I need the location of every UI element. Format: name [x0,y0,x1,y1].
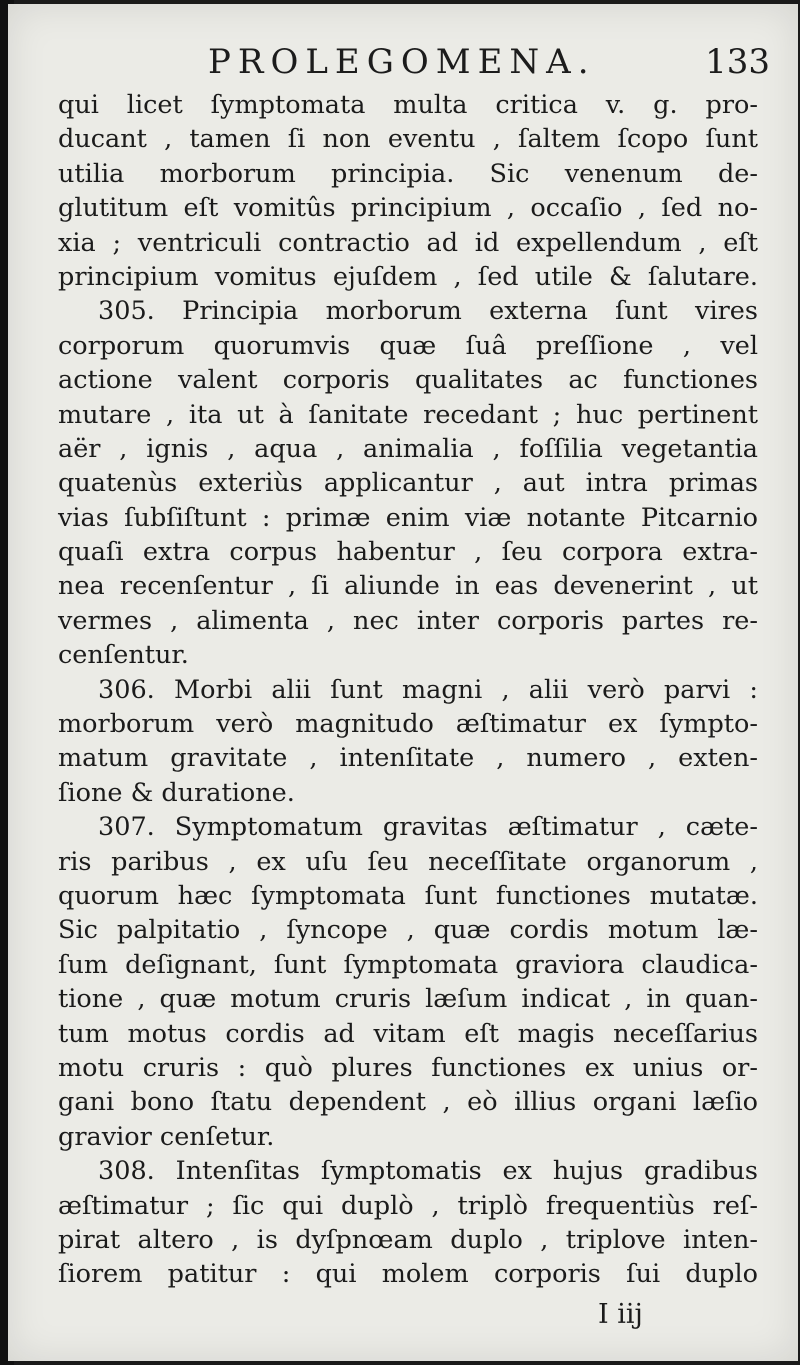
text-line: morborum verò magnitudo æſtimatur ex ſympto- [58,709,758,740]
text-line: vias ſubſiſtunt : primæ enim viæ notante Pitcarnio [58,502,758,533]
paragraph-end-line: gravior cenſetur. [58,1121,275,1152]
text-line: ris paribus , ex uſu ſeu neceſſitate organorum , [58,846,758,877]
book-page [8,4,798,1361]
paragraph-end-line: ſione & duratione. [58,777,295,808]
text-line: tum motus cordis ad vitam eſt magis neceſſarius [58,1018,758,1049]
page-number: 133 [705,42,770,82]
text-line: quorum hæc ſymptomata ſunt functiones mutatæ. [58,880,758,911]
text-line: motu cruris : quò plures functiones ex unius or- [58,1052,758,1083]
text-line: xia ; ventriculi contractio ad id expellendum , eſt [58,227,758,258]
signature-mark: I iij [598,1299,643,1330]
text-line: vermes , alimenta , nec inter corporis partes re- [58,605,758,636]
text-line: ducant , tamen ſi non eventu , ſaltem ſcopo ſunt [58,124,758,155]
paragraph-start-308: 308. Intenſitas ſymptomatis ex hujus gradibus [98,1156,758,1187]
paragraph-start-305: 305. Principia morborum externa ſunt vires [98,296,758,327]
text-line: qui licet ſymptomata multa critica v. g. pro- [58,90,758,120]
running-title: PROLEGOMENA. [208,42,596,82]
page-header [63,42,770,86]
text-line: quaſi extra corpus habentur , ſeu corpora extra- [58,537,758,568]
paragraph-end-line: cenſentur. [58,640,189,671]
text-line: ſum deſignant, ſunt ſymptomata graviora claudica- [58,949,758,980]
text-line: principium vomitus ejuſdem , ſed utile & ſalutare. [58,261,758,292]
text-line: ſiorem patitur : qui molem corporis ſui duplo [58,1259,758,1290]
text-line: matum gravitate , intenſitate , numero , exten- [58,743,758,774]
text-line: quatenùs exteriùs applicantur , aut intra primas [58,468,758,499]
paragraph-start-306: 306. Morbi alii ſunt magni , alii verò parvi : [98,674,758,705]
text-line: Sic palpitatio , ſyncope , quæ cordis motum læ- [58,915,758,946]
text-line: pirat altero , is dyſpnœam duplo , triplove inten- [58,1224,758,1255]
text-line: æſtimatur ; ſic qui duplò , triplò frequentiùs reſ- [58,1190,758,1221]
text-line: mutare , ita ut à ſanitate recedant ; huc pertinent [58,399,758,430]
text-line: actione valent corporis qualitates ac functiones [58,365,758,396]
text-line: corporum quorumvis quæ ſuâ preſſione , vel [58,330,758,361]
text-line: gani bono ſtatu dependent , eò illius organi læſio [58,1087,758,1118]
text-line: glutitum eſt vomitûs principium , occaſio , ſed no- [58,193,758,224]
text-line: tione , quæ motum cruris læſum indicat , in quan- [58,984,758,1015]
text-line: nea recenſentur , ſi aliunde in eas devenerint , ut [58,571,758,602]
text-line: utilia morborum principia. Sic venenum de- [58,158,758,189]
paragraph-start-307: 307. Symptomatum gravitas æſtimatur , cæte- [98,812,758,843]
text-line: aër , ignis , aqua , animalia , foſſilia vegetantia [58,433,758,464]
body-text [58,88,758,1292]
